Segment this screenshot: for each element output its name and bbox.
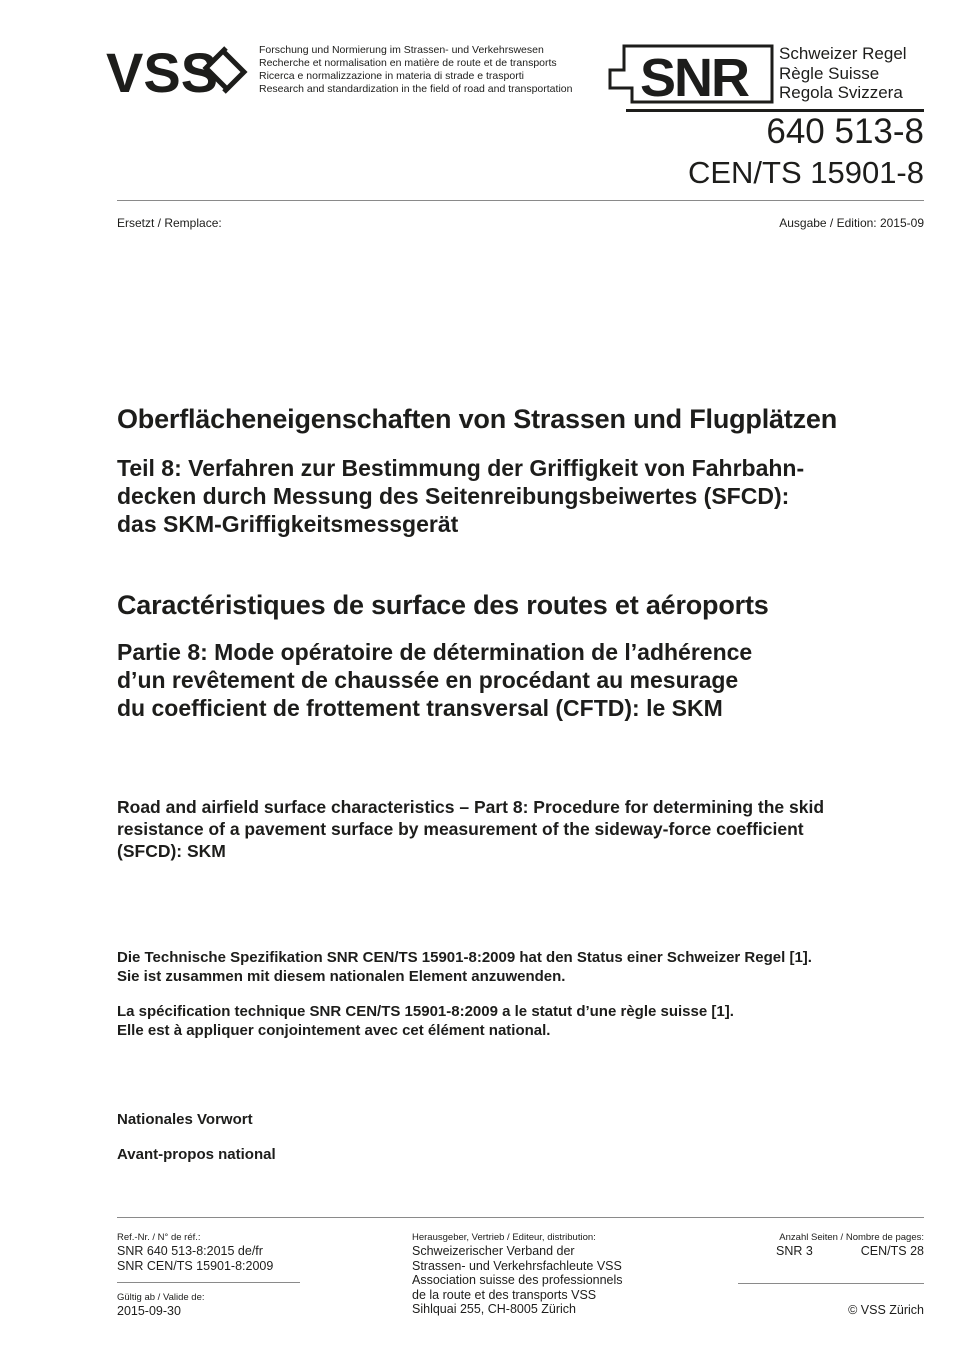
- title-de-main: Oberflächeneigenschaften von Strassen und Flugplätzen: [117, 404, 838, 434]
- edition-label: Ausgabe / Edition: 2015-09: [779, 216, 924, 230]
- valid-from-label: Gültig ab / Valide de:: [117, 1292, 205, 1303]
- page-count-snr: SNR 3: [776, 1244, 813, 1258]
- reference-divider: [117, 1282, 300, 1283]
- vss-mission-fr: Recherche et normalisation en matière de route et de transports: [259, 57, 557, 69]
- footer-divider: [117, 1217, 924, 1218]
- vss-mission-it: Ricerca e normalizzazione in materia di strade e trasporti: [259, 70, 524, 82]
- publisher-line: Schweizerischer Verband der: [412, 1244, 575, 1258]
- replaces-label: Ersetzt / Remplace:: [117, 216, 222, 230]
- snr-logo-text: SNR: [640, 48, 749, 108]
- vss-mission-de: Forschung und Normierung im Strassen- und Verkehrswesen: [259, 44, 544, 56]
- snr-name-de: Schweizer Regel: [779, 44, 907, 63]
- title-fr-part-line: d’un revêtement de chaussée en procédant au mesurage: [117, 667, 739, 693]
- vss-mission-en: Research and standardization in the field of road and transportation: [259, 83, 573, 95]
- reference-label: Ref.-Nr. / N° de réf.:: [117, 1232, 201, 1243]
- publisher-line: Strassen- und Verkehrsfachleute VSS: [412, 1258, 622, 1273]
- title-de-part: [117, 454, 804, 538]
- status-de-line: Sie ist zusammen mit diesem nationalen Element anzuwenden.: [117, 967, 566, 985]
- document-number: 640 513-8: [766, 112, 924, 151]
- title-en-line: Road and airfield surface characteristics – Part 8: Procedure for determining the skid: [117, 797, 825, 817]
- header-divider: [117, 200, 924, 201]
- foreword-heading-fr: Avant-propos national: [117, 1146, 276, 1163]
- publisher-label: Herausgeber, Vertrieb / Editeur, distribution:: [412, 1232, 596, 1243]
- vss-logo: [106, 42, 252, 98]
- status-fr-line: Elle est à appliquer conjointement avec cet élément national.: [117, 1021, 551, 1039]
- publisher-line: Association suisse des professionnels: [412, 1273, 623, 1287]
- vss-logo-text: VSS: [106, 42, 219, 98]
- title-fr-main: Caractéristiques de surface des routes et aéroports: [117, 590, 769, 620]
- valid-from-value: 2015-09-30: [117, 1304, 181, 1318]
- cen-number: CEN/TS 15901-8: [687, 155, 924, 190]
- snr-name-it: Regola Svizzera: [779, 83, 903, 102]
- title-de-part-line: das SKM-Griffigkeitsmessgerät: [117, 511, 459, 537]
- title-en: [117, 796, 824, 862]
- snr-names: [779, 44, 907, 103]
- status-de-line: Die Technische Spezifikation SNR CEN/TS 15901-8:2009 hat den Status einer Schweizer Regel [1].: [117, 949, 812, 966]
- status-fr-line: La spécification technique SNR CEN/TS 15901-8:2009 a le statut d’une règle suisse [1].: [117, 1003, 734, 1020]
- reference-values: [117, 1244, 273, 1273]
- reference-value: SNR CEN/TS 15901-8:2009: [117, 1258, 274, 1273]
- status-statement-de: [117, 949, 812, 986]
- publisher-line: de la route et des transports VSS: [412, 1287, 597, 1302]
- snr-logo: [602, 44, 774, 114]
- title-de-part-line: decken durch Messung des Seitenreibungsbeiwertes (SFCD):: [117, 483, 790, 509]
- publisher-line: Sihlquai 255, CH-8005 Zürich: [412, 1302, 576, 1316]
- title-fr-part-line: Partie 8: Mode opératoire de détermination de l’adhérence: [117, 639, 753, 665]
- title-fr-part-line: du coefficient de frottement transversal (CFTD): le SKM: [117, 695, 723, 721]
- foreword-heading-de: Nationales Vorwort: [117, 1111, 253, 1128]
- snr-name-fr: Règle Suisse: [779, 63, 880, 83]
- title-en-line: (SFCD): SKM: [117, 841, 226, 861]
- page-count-label: Anzahl Seiten / Nombre de pages:: [779, 1232, 924, 1243]
- copyright: © VSS Zürich: [848, 1303, 924, 1317]
- publisher-address: [412, 1244, 623, 1317]
- title-de-part-line: Teil 8: Verfahren zur Bestimmung der Griffigkeit von Fahrbahn-: [117, 455, 805, 481]
- title-en-line: resistance of a pavement surface by measurement of the sideway-force coefficient: [117, 819, 804, 839]
- vss-mission-statement: [259, 44, 572, 96]
- status-statement-fr: [117, 1003, 734, 1040]
- page-count-cen: CEN/TS 28: [860, 1244, 924, 1258]
- page-count-divider: [738, 1283, 924, 1284]
- reference-value: SNR 640 513-8:2015 de/fr: [117, 1244, 263, 1258]
- title-fr-part: [117, 638, 752, 722]
